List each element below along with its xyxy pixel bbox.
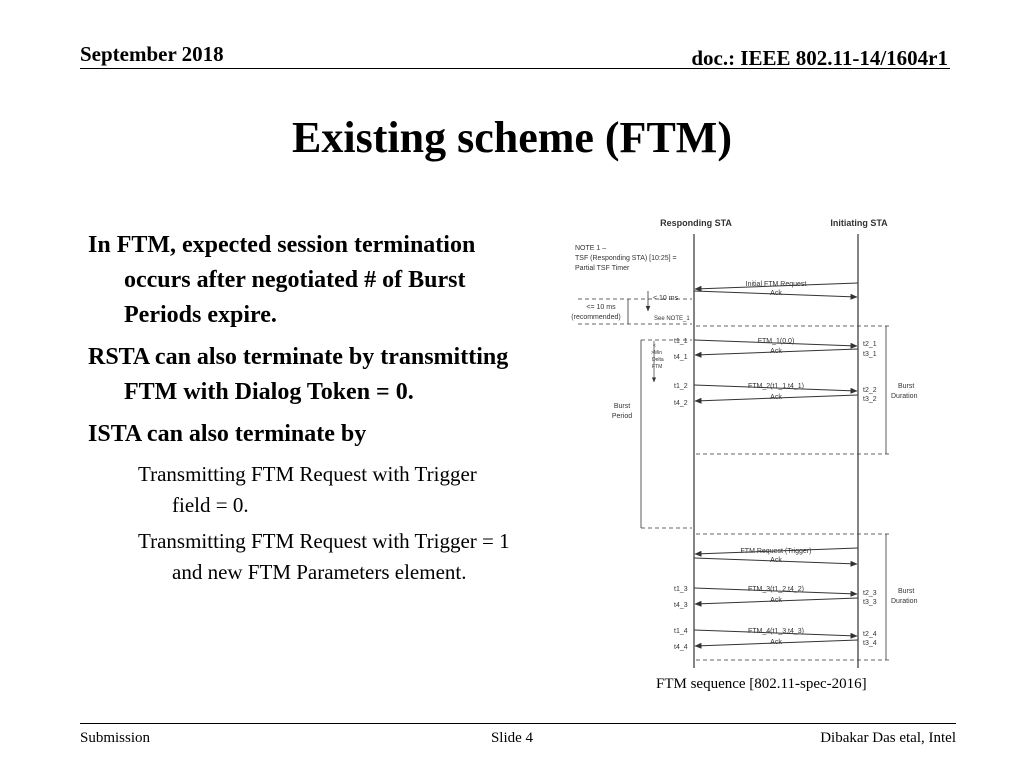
figure-caption: FTM sequence [802.11-spec-2016] [656, 676, 867, 692]
header-doc-id: doc.: IEEE 802.11-14/1604r1 [691, 46, 948, 70]
sub-bullet-trigger-one: Transmitting FTM Request with Trigger = 1 and new FTM Parameters element. [138, 529, 510, 584]
footer-divider [80, 723, 956, 724]
t1-2-label: t1_2 [674, 383, 688, 390]
note-line-2: TSF (Responding STA) [10:25] = [575, 255, 677, 262]
recommended-label: (recommended) [571, 314, 621, 321]
ftm1-ack-label: Ack [770, 348, 782, 355]
ftm2-ack-label: Ack [770, 394, 782, 401]
t2-2-label: t2_2 [863, 387, 877, 394]
lt10-label: < 10 ms [653, 295, 679, 302]
responding-sta-label: Responding STA [660, 218, 732, 228]
ftm4-label: FTM_4(t1_3,t4_3) [747, 628, 805, 635]
t2-3-label: t2_3 [863, 590, 877, 597]
min-delta-line-3: Delta [652, 357, 664, 363]
slide-title: Existing scheme (FTM) [292, 113, 732, 162]
request-trigger-ack-label: Ack [770, 557, 782, 564]
initial-ack-label: Ack [770, 290, 782, 297]
request-trigger-label: FTM Request (Trigger) [740, 548, 812, 555]
burst-duration-2-line-2: Duration [891, 598, 918, 605]
t1-4-label: t1_4 [674, 628, 688, 635]
footer-submission: Submission [80, 730, 151, 746]
burst-duration-2-line-1: Burst [898, 588, 915, 595]
initiating-sta-label: Initiating STA [830, 218, 888, 228]
ftm3-label: FTM_3(t1_2,t4_2) [747, 586, 805, 593]
t4-2-label: t4_2 [674, 400, 688, 407]
bullet-list [88, 228, 518, 593]
t2-4-label: t2_4 [863, 631, 877, 638]
t4-1-label: t4_1 [674, 354, 688, 361]
min-delta-line-1: < [653, 343, 656, 349]
ftm4-ack-label: Ack [770, 639, 782, 646]
t4-3-label: t4_3 [674, 602, 688, 609]
footer-author: Dibakar Das etal, Intel [820, 730, 956, 746]
t3-4-label: t3_4 [863, 640, 877, 647]
note-line-1: NOTE 1 – [575, 245, 607, 252]
ftm-sequence-diagram [556, 210, 936, 670]
see-note-label: See NOTE_1 [654, 316, 690, 322]
bullet-session-termination: In FTM, expected session termination occurs after negotiated # of Burst Periods expire. [88, 232, 476, 328]
footer-slide-number: Slide 4 [490, 730, 534, 746]
header-date: September 2018 [80, 42, 224, 66]
t1-1-label: t1_1 [674, 338, 688, 345]
le10-label: <= 10 ms [586, 304, 616, 311]
t1-3-label: t1_3 [674, 586, 688, 593]
ftm2-label: FTM_2(t1_1,t4_1) [747, 383, 805, 390]
burst-duration-1-line-2: Duration [891, 393, 918, 400]
t2-1-label: t2_1 [863, 341, 877, 348]
ftm3-ack-label: Ack [770, 597, 782, 604]
note-line-3: Partial TSF Timer [575, 265, 630, 272]
initial-request-label: Initial FTM Request [745, 281, 807, 288]
bullet-rsta-terminate: RSTA can also terminate by transmitting FTM with Dialog Token = 0. [88, 344, 509, 405]
bullet-ista-terminate: ISTA can also terminate by [88, 421, 367, 447]
burst-duration-1-line-1: Burst [898, 383, 915, 390]
header-divider [80, 68, 950, 69]
burst-period-line-2: Period [611, 413, 633, 420]
t3-1-label: t3_1 [863, 351, 877, 358]
t4-4-label: t4_4 [674, 644, 688, 651]
ftm1-label: FTM_1(0,0) [757, 338, 795, 345]
min-delta-line-4: FTM [652, 364, 663, 370]
sub-bullet-trigger-zero: Transmitting FTM Request with Trigger field = 0. [138, 462, 477, 517]
burst-period-line-1: Burst [613, 403, 631, 410]
min-delta-line-2: >Min [651, 350, 662, 356]
t3-2-label: t3_2 [863, 396, 877, 403]
t3-3-label: t3_3 [863, 599, 877, 606]
